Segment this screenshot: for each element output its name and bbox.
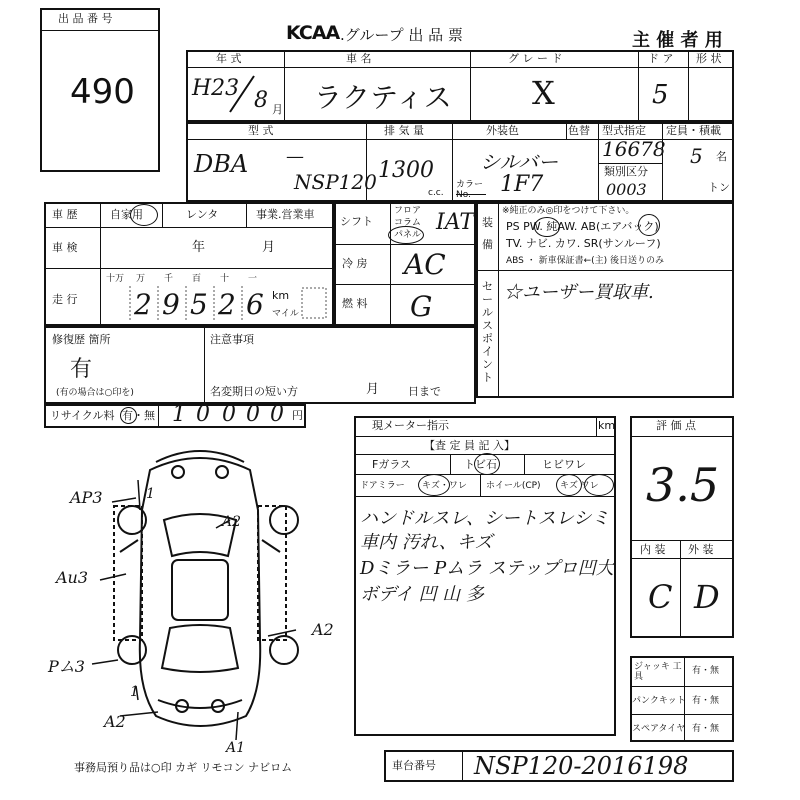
deadline-day-unit: 日まで <box>408 385 441 398</box>
recycle-digit-2: 0 <box>222 402 236 427</box>
grade-score-label: 評 価 点 <box>656 419 696 432</box>
model-value: NSP120 <box>294 170 377 194</box>
capacity-unit: 名 <box>716 150 727 163</box>
mark-ap3: AP3 <box>70 488 103 507</box>
mark-au3: Au3 <box>56 568 89 587</box>
mileage-label: 走 行 <box>52 293 78 306</box>
car-body-outline <box>140 458 260 726</box>
digit-header-4: 十 <box>220 274 230 284</box>
exterior-grade: D <box>694 578 720 616</box>
crack-label: ヒビワレ <box>542 458 586 471</box>
year-label: 年 式 <box>216 52 242 65</box>
private-label: 自家用 <box>110 208 143 221</box>
inspection-label: 車 検 <box>52 241 78 254</box>
grade-label: グ レ ー ド <box>508 52 563 65</box>
mirror-label: ドアミラー <box>360 481 405 491</box>
equipment-label: 装 備 <box>482 216 493 251</box>
shift-option-panel: パネル <box>394 230 422 240</box>
owner-copy-label: 主 催 者 用 <box>632 30 723 51</box>
front-bumper <box>156 451 244 462</box>
recycle-yen: 円 <box>292 409 303 422</box>
inspector-header: 【査 定 員 記 入】 <box>424 439 515 452</box>
recycle-digit-4: 0 <box>270 402 284 427</box>
glass-label: Fガラス <box>372 458 411 471</box>
grade-value: X <box>532 74 555 112</box>
exterior-color-label: 外装色 <box>486 124 519 137</box>
repair-label: 修復歴 箇所 <box>52 333 111 346</box>
roof <box>172 560 228 620</box>
digit-header-3: 百 <box>192 274 202 284</box>
chassis-label: 車台番号 <box>392 759 436 772</box>
digit-header-2: 千 <box>164 274 174 284</box>
meter-km: km <box>598 419 616 432</box>
ton-unit: トン <box>708 181 730 194</box>
exterior-label: 外 装 <box>688 543 714 556</box>
model-label: 型 式 <box>248 124 274 137</box>
doors-label: ド ア <box>648 52 674 65</box>
category-label: 類別区分 <box>604 165 648 178</box>
cc-unit: c.c. <box>428 188 444 198</box>
jack-options: 有・無 <box>692 666 720 676</box>
rental-label: レンタ <box>186 208 219 221</box>
tobi-label: トビ石 <box>464 458 497 471</box>
front-right-wheel <box>270 506 298 534</box>
mileage-digit-5: 6 <box>246 288 264 321</box>
interior-label: 内 装 <box>640 543 666 556</box>
brand-logo: KCAA <box>286 22 340 44</box>
shift-value: IAT <box>436 210 475 235</box>
notes-label: 注意事項 <box>210 333 254 346</box>
car-name-value: ラクティス <box>314 81 452 114</box>
recycle-digit-1: 0 <box>196 402 210 427</box>
inspector-note-3: Dミラー Pムラ ステップロ凹大 <box>360 558 614 579</box>
shift-option-column: コラム <box>394 218 421 228</box>
mileage-digit-3: 5 <box>190 288 208 321</box>
inspection-year-unit: 年 <box>192 240 206 255</box>
fuel-label: 燃 料 <box>342 297 368 310</box>
mileage-digit-4: 2 <box>218 288 236 321</box>
mark-a2-left: A2 <box>104 712 126 731</box>
color-no-label: カラー No. <box>456 180 484 200</box>
digit-header-0: 十万 <box>106 274 125 284</box>
designation-value: 16678 <box>602 137 666 161</box>
mark-1-top: 1 <box>146 486 155 502</box>
mark-a2-right: A2 <box>312 620 334 639</box>
category-value: 0003 <box>606 180 647 199</box>
interior-grade: C <box>648 578 673 616</box>
equipment-note: ※純正のみ◎印をつけて下さい。 <box>502 206 635 216</box>
deadline-month-unit: 月 <box>366 382 380 397</box>
mile-label: マイル <box>272 309 299 319</box>
inspector-note-4: ボデイ 凹 山 多 <box>360 584 484 605</box>
inspector-note-1: ハンドルスレ、シートスレシミ <box>360 508 610 529</box>
model-prefix: DBA <box>194 150 249 178</box>
doors-value: 5 <box>652 80 669 110</box>
shift-option-floor: フロア <box>394 206 422 216</box>
sales-point-value: ☆ユーザー買取車. <box>504 282 654 303</box>
lot-number-label: 出 品 番 号 <box>58 12 113 25</box>
lot-number: 490 <box>70 72 135 112</box>
mark-a2-top: A2 <box>222 514 242 530</box>
body-type-label: 形 状 <box>696 52 722 65</box>
usage-label: 車 歴 <box>52 208 78 221</box>
month-unit: 月 <box>272 103 283 116</box>
rear-bumper <box>158 700 242 708</box>
rear-window <box>162 625 238 672</box>
mark-pm3: Pム3 <box>48 657 85 676</box>
color-no-value: 1F7 <box>500 172 544 197</box>
capacity-value: 5 <box>690 144 703 168</box>
fuel-value: G <box>410 290 433 323</box>
recycle-digit-3: 0 <box>246 402 260 427</box>
model-designation-label: 型式指定 <box>602 124 646 137</box>
mirror-value: キズ・ワレ <box>422 481 467 491</box>
km-label: km <box>272 289 290 302</box>
mileage-digit-1: 2 <box>134 288 152 321</box>
recycle-options: 有・無 <box>122 409 155 422</box>
color-value: シルバー <box>480 150 559 174</box>
shift-label: シフト <box>340 215 373 228</box>
recycle-label: リサイクル料 <box>50 409 115 422</box>
meter-label: 現メーター指示 <box>372 419 449 432</box>
mileage-digit-2: 9 <box>162 288 180 321</box>
digit-header-1: 万 <box>136 274 146 284</box>
displacement-label: 排 気 量 <box>384 124 424 137</box>
equipment-line1: PS PW. 純AW. AB(エアバック) <box>506 220 659 233</box>
grade-score-value: 3.5 <box>646 458 720 512</box>
keys-note: 事務局預り品は○印 カギ リモコン ナビロム <box>74 761 293 774</box>
equipment-line2: TV. ナビ. カワ. SR(サンルーフ) <box>506 237 661 250</box>
capacity-label: 定員・積載 <box>666 124 721 137</box>
year-value: H23 <box>192 76 240 101</box>
equipment-line3: ABS ・ 新車保証書←(主) 後日送りのみ <box>506 256 665 266</box>
spare-options: 有・無 <box>692 724 720 734</box>
ac-label: 冷 房 <box>342 257 368 270</box>
sales-point-label: セールスポイント <box>482 280 493 384</box>
inspector-note-2: 車内 汚れ、キズ <box>360 532 493 553</box>
puncture-label: パンクキット <box>632 696 686 706</box>
form-title: .グループ 出 品 票 <box>340 26 463 44</box>
model-dash: — <box>286 146 304 167</box>
wheel-value: キズ ワレ <box>560 481 599 491</box>
mark-a1: A1 <box>226 740 246 756</box>
left-doors <box>114 506 142 640</box>
ac-value: AC <box>404 248 446 281</box>
chassis-value: NSP120-2016198 <box>474 752 689 780</box>
wheel-label: ホイール(CP) <box>486 481 541 491</box>
repair-note: (有の場合は○印を) <box>56 388 134 398</box>
deadline-label: 名変期日の短い方 <box>210 385 298 398</box>
repair-value: 有 <box>70 357 93 382</box>
inspection-month-unit: 月 <box>262 240 276 255</box>
mark-1-bottom: 1 <box>130 684 139 700</box>
puncture-options: 有・無 <box>692 696 720 706</box>
displacement-value: 1300 <box>378 158 434 183</box>
digit-header-5: 一 <box>248 274 258 284</box>
car-name-label: 車 名 <box>346 52 372 65</box>
recycle-digit-0: 1 <box>172 402 186 427</box>
jack-label: ジャッキ 工 具 <box>634 662 682 682</box>
color-change-label: 色替 <box>568 124 590 137</box>
month-value: 8 <box>254 88 268 113</box>
spare-label: スペアタイヤ <box>632 724 686 734</box>
business-label: 事業.営業車 <box>256 208 315 221</box>
